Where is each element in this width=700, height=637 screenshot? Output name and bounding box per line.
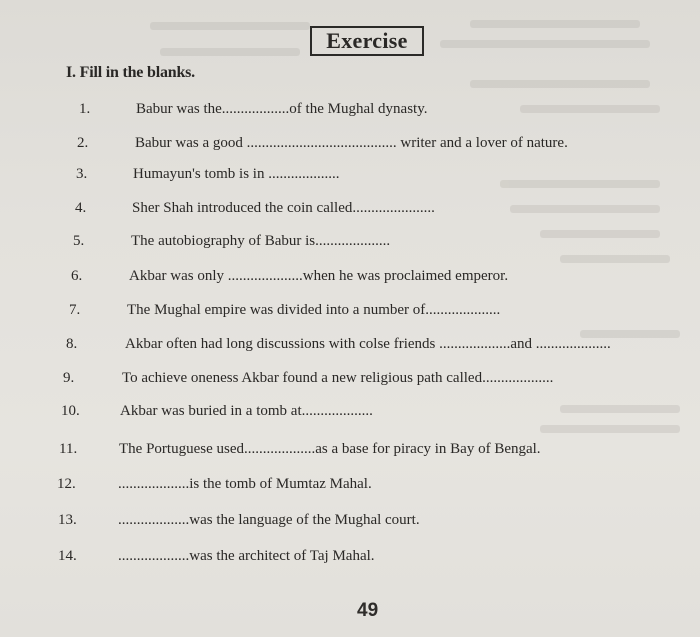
page-number: 49 (357, 600, 379, 621)
question-number: 12. (57, 476, 76, 492)
question-number: 14. (58, 548, 77, 564)
question-number: 1. (79, 101, 91, 117)
question-number: 7. (69, 302, 81, 318)
question-number: 11. (59, 441, 78, 457)
question-text: ...................is the tomb of Mumtaz Mahal. (118, 476, 372, 492)
question-number: 8. (66, 336, 78, 352)
question-text: To achieve oneness Akbar found a new religious path called................... (122, 370, 554, 386)
question-number: 2. (77, 135, 89, 151)
question-number: 10. (61, 403, 80, 419)
question-number: 3. (76, 166, 88, 182)
question-number: 6. (71, 268, 83, 284)
question-text: Sher Shah introduced the coin called...................... (132, 200, 435, 216)
question-text: ...................was the language of the Mughal court. (118, 512, 420, 528)
question-text: The Portuguese used...................as a base for piracy in Bay of Bengal. (119, 441, 541, 457)
question-text: The Mughal empire was divided into a number of.................... (127, 302, 501, 318)
question-text: ...................was the architect of Taj Mahal. (118, 548, 375, 564)
exercise-title: Exercise (310, 26, 424, 56)
question-text: Babur was a good ........................................ writer and a lover of nature. (135, 135, 568, 151)
question-text: Akbar was buried in a tomb at................... (120, 403, 373, 419)
question-number: 9. (63, 370, 75, 386)
question-number: 4. (75, 200, 87, 216)
question-text: Babur was the..................of the Mughal dynasty. (136, 101, 428, 117)
question-text: Humayun's tomb is in ................... (133, 166, 340, 182)
question-text: Akbar was only ....................when he was proclaimed emperor. (129, 268, 509, 284)
section-heading: I. Fill in the blanks. (66, 64, 195, 81)
question-text: Akbar often had long discussions with colse friends ...................and .................... (125, 336, 611, 352)
question-number: 13. (58, 512, 77, 528)
question-number: 5. (73, 233, 85, 249)
question-text: The autobiography of Babur is.................... (131, 233, 391, 249)
